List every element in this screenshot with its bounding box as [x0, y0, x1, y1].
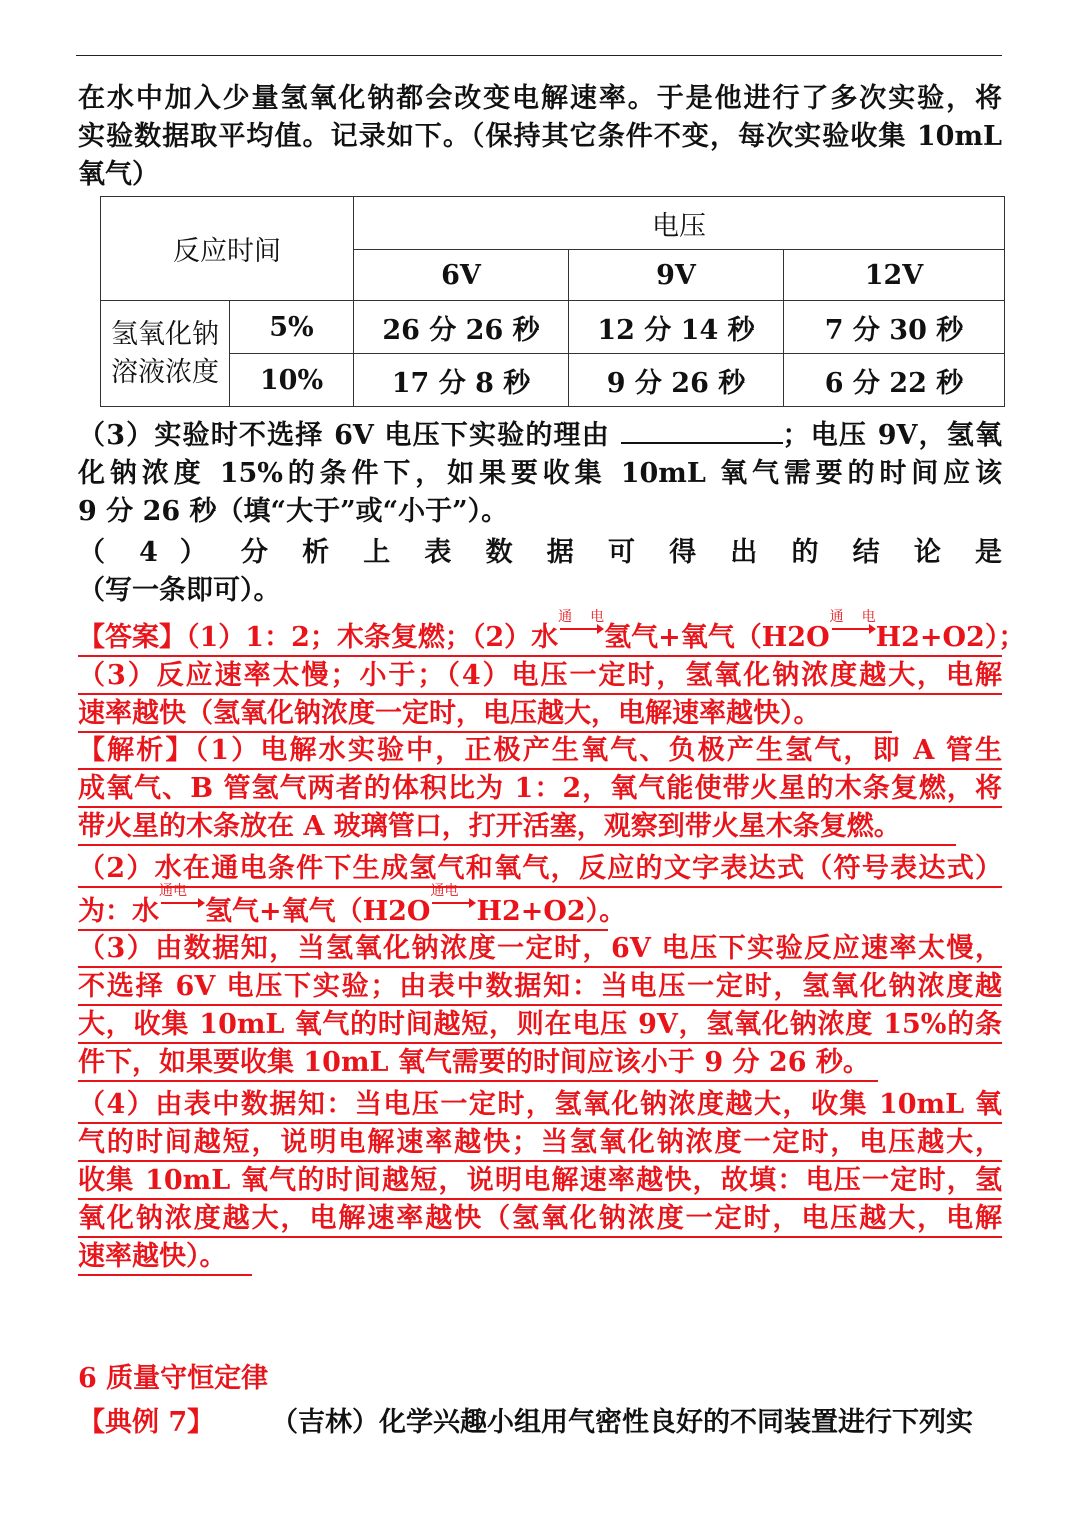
intro-line: 实验数据取平均值。记录如下。（保持其它条件不变，每次实验收集 10mL [78, 121, 1002, 152]
analysis-text: 为：水 [78, 896, 159, 927]
analysis-line: 速率越快）。 [78, 1240, 252, 1276]
example-text: （吉林）化学兴趣小组用气密性良好的不同装置进行下列实 [271, 1407, 973, 1438]
voltage-header: 电压 [354, 197, 1005, 250]
analysis-line: 成氧气、B 管氢气两者的体积比为 1：2，氧气能使带火星的木条复燃，将 [78, 772, 1002, 808]
intro-line: 氧气） [78, 159, 159, 190]
analysis-line: 气的时间越短，说明电解速率越快；当氢氧化钠浓度一定时，电压越大， [78, 1126, 1002, 1162]
reaction-arrow-icon [829, 609, 876, 646]
analysis-line: （2）水在通电条件下生成氢气和氧气，反应的文字表达式（符号表达式） [78, 852, 1002, 888]
analysis-p2 [78, 852, 1002, 933]
answer-text: （1）1：2；木条复燃；（2）水 [186, 622, 559, 653]
concentration-row-header: 氢氧化钠溶液浓度 [101, 301, 230, 407]
analysis-line: 大，收集 10mL 氧气的时间越短，则在电压 9V，氢氧化钠浓度 15%的条 [78, 1008, 1002, 1044]
question-3 [78, 416, 1002, 531]
analysis-text: 氢气+氧气（H2O [205, 896, 431, 927]
table-cell: 6 分 22 秒 [784, 354, 1005, 407]
reaction-arrow-icon [159, 883, 205, 920]
intro-line: 在水中加入少量氢氧化钠都会改变电解速率。于是他进行了多次实验，将 [78, 83, 1002, 114]
answer-text: 氢气+氧气（H2O [604, 622, 830, 653]
intro-paragraph [78, 80, 1002, 194]
voltage-9v: 9V [569, 250, 784, 301]
answer-line: 速率越快（氢氧化钠浓度一定时，电压越大，电解速率越快）。 [78, 697, 892, 733]
reaction-arrow-icon [430, 883, 476, 920]
q3-text: ；电压 9V，氢氧 [782, 420, 1002, 451]
analysis-line: 带火星的木条放在 A 玻璃管口，打开活塞，观察到带火星木条复燃。 [78, 810, 956, 846]
analysis-line: 件下，如果要收集 10mL 氧气需要的时间应该小于 9 分 26 秒。 [78, 1046, 878, 1082]
q4-line: （ 4 ） 分 析 上 表 数 据 可 得 出 的 结 论 是 [78, 537, 1002, 568]
arrow-label: 通电 [829, 609, 876, 625]
q3-line: 化钠浓度 15%的条件下，如果要收集 10mL 氧气需要的时间应该 [78, 458, 1002, 489]
analysis-tag: 【解析】 [78, 735, 195, 766]
answer-tag: 【答案】 [78, 622, 186, 653]
q3-line: 9 分 26 秒（填“大于”或“小于”）。 [78, 496, 509, 527]
arrow-label: 通电 [558, 609, 605, 625]
header-rule [76, 55, 1002, 56]
example-7 [78, 1404, 1002, 1442]
concentration-10: 10% [230, 354, 354, 407]
table-cell: 26 分 26 秒 [354, 301, 569, 354]
analysis-text: （1）电解水实验中，正极产生氧气、负极产生氢气，即 A 管生 [194, 735, 1002, 766]
analysis-p1 [78, 734, 1002, 848]
example-tag: 【典例 7】 [78, 1407, 215, 1438]
analysis-line: 收集 10mL 氧气的时间越短，说明电解速率越快，故填：电压一定时，氢 [78, 1164, 1002, 1200]
analysis-line: （3）由数据知，当氢氧化钠浓度一定时，6V 电压下实验反应速率太慢， [78, 932, 1002, 968]
voltage-6v: 6V [354, 250, 569, 301]
concentration-5: 5% [230, 301, 354, 354]
analysis-line: （4）由表中数据知：当电压一定时，氢氧化钠浓度越大，收集 10mL 氧 [78, 1088, 1002, 1124]
table-corner-header: 反应时间 [101, 197, 354, 301]
analysis-text: H2+O2）。 [476, 896, 627, 927]
answer-text: H2+O2）； [875, 622, 1026, 653]
answer-block [78, 609, 1026, 735]
q3-text: （3）实验时不选择 6V 电压下实验的理由 [78, 420, 610, 451]
experiment-table [100, 196, 1005, 407]
analysis-p3 [78, 932, 1002, 1084]
analysis-line: 不选择 6V 电压下实验；由表中数据知：当电压一定时，氢氧化钠浓度越 [78, 970, 1002, 1006]
analysis-p4 [78, 1088, 1002, 1278]
q4-line: （写一条即可）。 [78, 575, 281, 606]
answer-line: （3）反应速率太慢；小于；（4）电压一定时，氢氧化钠浓度越大，电解 [78, 659, 1002, 695]
arrow-label: 通电 [430, 883, 459, 899]
analysis-line: 氧化钠浓度越大，电解速率越快（氢氧化钠浓度一定时，电压越大，电解 [78, 1202, 1002, 1238]
voltage-12v: 12V [784, 250, 1005, 301]
answer-blank[interactable] [621, 416, 783, 444]
table-cell: 17 分 8 秒 [354, 354, 569, 407]
section-title: 6 质量守恒定律 [78, 1363, 269, 1394]
reaction-arrow-icon [558, 609, 605, 646]
table-cell: 12 分 14 秒 [569, 301, 784, 354]
arrow-label: 通电 [159, 883, 187, 899]
table-cell: 9 分 26 秒 [569, 354, 784, 407]
table-cell: 7 分 30 秒 [784, 301, 1005, 354]
question-4 [78, 534, 1002, 610]
